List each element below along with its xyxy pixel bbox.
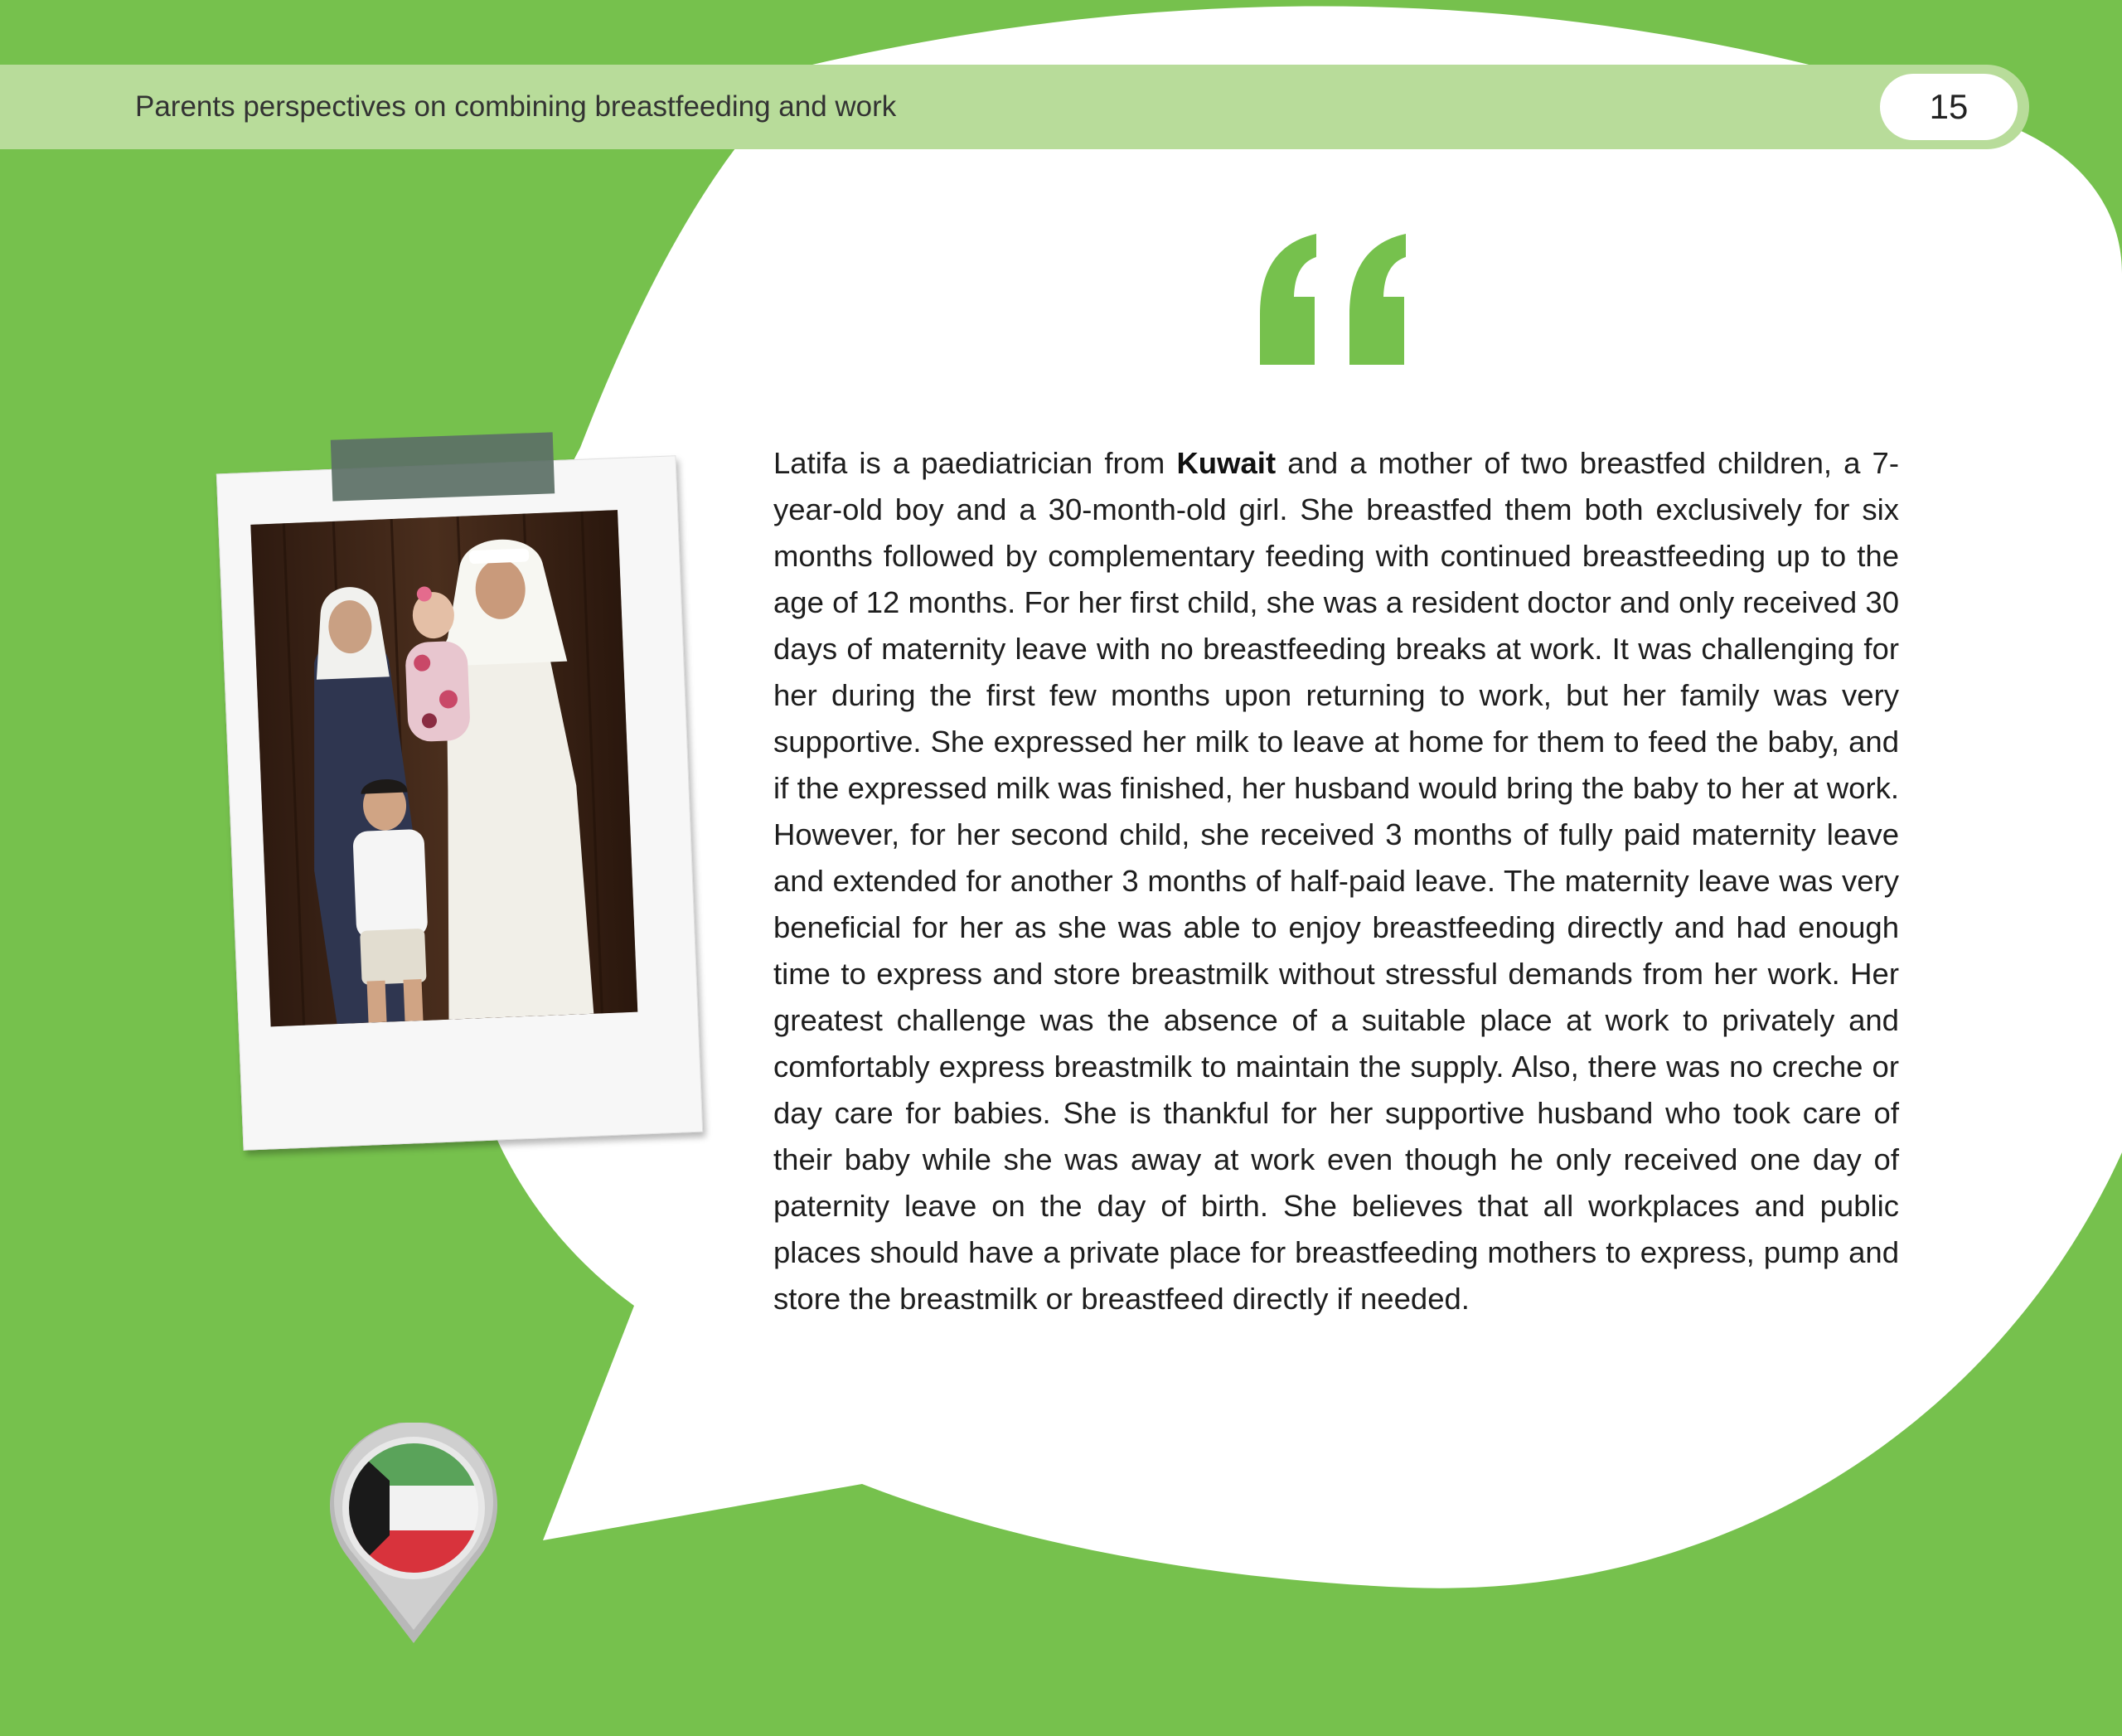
opening-quote-icon: [1260, 232, 1409, 365]
testimonial-paragraph: [773, 440, 1899, 1322]
testimonial-text: and a mother of two breastfed children, a 7-year-old boy and a 30-month-old girl. She breastfed them both exclusively for six months followed by complementary feeding with continued breastfeeding up to the age of 12 months. For her first child, she was a resident doctor and only received 30 days of maternity leave with no breastfeeding breaks at work. It was challenging for her during the first few months upon returning to work, but her family was very supportive. She expressed her milk to leave at home for them to feed the baby, and if the expressed milk was finished, her husband would bring the baby to her at work. However, for her second child, she received 3 months of fully paid maternity leave and extended for another 3 months of half-paid leave. The maternity leave was very beneficial for her as she was able to enjoy breastfeeding directly and had enough time to express and store breastmilk without stressful demands from her work. Her greatest challenge was the absence of a suitable place at work to privately and comfortably express breastmilk to maintain the supply. Also, there was no creche or day care for babies. She is thankful for her supportive husband who took care of their baby while she was away at work even though he only received one day of paternity leave on the day of birth. She believes that all workplaces and public places should have a private place for breastfeeding mothers to express, pump and store the breastmilk or breastfeed directly if needed.: [773, 446, 1899, 1316]
running-header-title: Parents perspectives on combining breastfeeding and work: [135, 90, 897, 123]
kuwait-flag-pin-icon: [328, 1423, 499, 1643]
running-header: [0, 65, 2029, 149]
polaroid-photo-frame: [216, 455, 703, 1151]
photo-tape: [331, 432, 555, 501]
family-photo: [250, 510, 637, 1026]
country-name: Kuwait: [1176, 446, 1277, 480]
page-number: 15: [1880, 74, 2018, 140]
testimonial-lead: Latifa is a paediatrician from: [773, 446, 1177, 480]
